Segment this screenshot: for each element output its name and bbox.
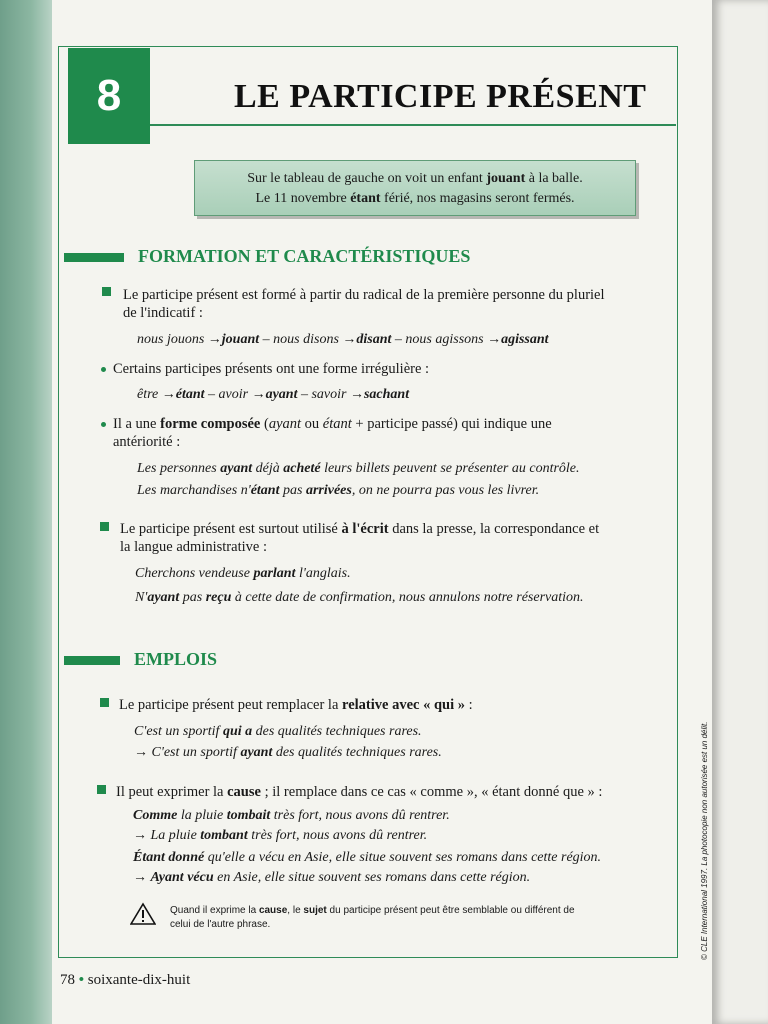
section-title-emplois: EMPLOIS	[134, 649, 218, 669]
intro-example-box: Sur le tableau de gauche on voit un enfant jouant à la balle. Le 11 novembre étant férié, nos magasins seront fermés.	[194, 160, 636, 216]
rule-text: Il peut exprimer la cause ; il remplace dans ce cas « comme », « étant donné que » :	[116, 784, 603, 800]
warning-triangle-icon	[130, 902, 156, 926]
section-bar	[64, 656, 120, 665]
page-number-words: soixante-dix-huit	[87, 972, 191, 988]
rule-text: Il a une forme composée (ayant ou étant + participe passé) qui indique une	[113, 416, 552, 432]
example-line: Étant donné qu'elle a vécu en Asie, elle situe souvent ses romans dans cette région.	[133, 850, 602, 865]
square-bullet	[97, 785, 106, 794]
example-line: N'ayant pas reçu à cette date de confirmation, nous annulons notre réservation.	[135, 590, 584, 605]
title-rule	[150, 124, 676, 126]
section-bar	[64, 253, 124, 262]
section-title-formation: FORMATION ET CARACTÉRISTIQUES	[138, 246, 471, 266]
example-line: C'est un sportif qui a des qualités techniques rares.	[134, 724, 422, 739]
note-text: Quand il exprime la cause, le sujet du participe présent peut être semblable ou différent de celui de l'autre phrase.	[170, 905, 575, 930]
square-bullet	[100, 522, 109, 531]
book-spine	[0, 0, 52, 1024]
example-line: → Ayant vécu en Asie, elle situe souvent ses romans dans cette région.	[133, 870, 531, 885]
example-line: être →étant – avoir →ayant – savoir →sachant	[137, 387, 410, 402]
example-line: Les personnes ayant déjà acheté leurs billets peuvent se présenter au contrôle.	[137, 461, 580, 476]
example-line: → La pluie tombant très fort, nous avons dû rentrer.	[133, 828, 428, 843]
square-bullet	[102, 287, 111, 296]
rule-text: Certains participes présents ont une forme irrégulière :	[113, 361, 430, 377]
dot-bullet	[101, 367, 106, 372]
rule-text: antériorité :	[113, 434, 181, 450]
page-footer: 78 • soixante-dix-huit	[60, 972, 191, 988]
facing-page-edge	[712, 0, 768, 1024]
example-line: Les marchandises n'étant pas arrivées, on ne pourra pas vous les livrer.	[137, 483, 540, 498]
rule-text: Le participe présent peut remplacer la relative avec « qui » :	[119, 697, 473, 713]
rule-text: Le participe présent est formé à partir du radical de la première personne du pluriel	[123, 287, 605, 303]
rule-text: Le participe présent est surtout utilisé à l'écrit dans la presse, la correspondance et	[120, 521, 600, 537]
page-number: 78	[60, 972, 75, 988]
example-line: Comme la pluie tombait très fort, nous avons dû rentrer.	[133, 808, 450, 823]
rule-text: de l'indicatif :	[123, 305, 203, 321]
square-bullet	[100, 698, 109, 707]
example-line: Cherchons vendeuse parlant l'anglais.	[135, 566, 351, 581]
rule-text: la langue administrative :	[120, 539, 267, 555]
example-line: nous jouons →jouant – nous disons →disant – nous agissons →agissant	[137, 332, 549, 347]
example-line: → C'est un sportif ayant des qualités techniques rares.	[134, 745, 442, 760]
dot-bullet	[101, 422, 106, 427]
chapter-number: 8	[68, 48, 150, 144]
chapter-title: LE PARTICIPE PRÉSENT	[234, 78, 647, 115]
copyright-notice: © CLE International 1997. La photocopie non autorisée est un délit.	[700, 721, 709, 960]
